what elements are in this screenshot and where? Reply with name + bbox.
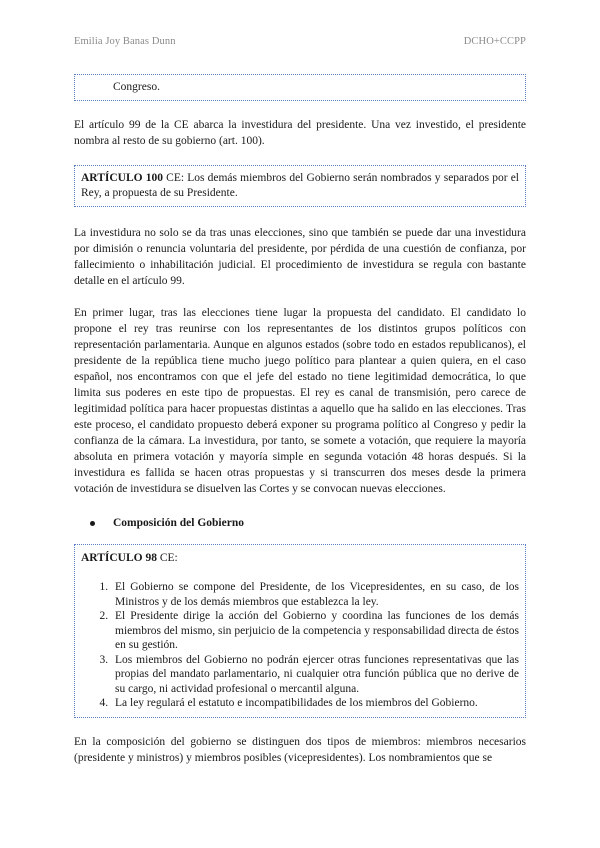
article-100-text: CE: Los demás miembros del Gobierno serán nombrados y separados por el Rey, a propuesta de su Presidente.: [81, 172, 520, 199]
header-subject: DCHO+CCPP: [463, 36, 526, 47]
bullet-icon: [90, 521, 95, 526]
paragraph-composition: En la composición del gobierno se distinguen dos tipos de miembros: miembros necesarios (presidente y ministros) y miembros posibles (vicepresidentes). Los nombramientos que se: [74, 735, 526, 764]
header-author: Emilia Joy Banas Dunn: [74, 36, 176, 47]
article-98-label: ARTÍCULO 98: [81, 552, 157, 564]
paragraph-investidura-intro: El artículo 99 de la CE abarca la investidura del presidente. Una vez investido, el presidente nombra al resto de su gobierno (art. 100).: [74, 119, 526, 147]
paragraph-investidura-procedure: En primer lugar, tras las elecciones tiene lugar la propuesta del candidato. El candidato lo propone el rey tras reunirse con los representantes de los distintos grupos políticos con representación parlamentaria. Aunque en algunos estados (sobre todo en estados republicanos), el presidente de la república tiene mucho juego político para plantear a quien quiera, en el caso español, nos encontramos con que el jefe del estado no tiene legitimidad democrática, lo que limita sus poderes en este tipo de propuestas. El rey es canal de transmisión, pero carece de legitimidad política para hacer propuestas distintas a aquello que ha salido en las elecciones. Tras este proceso, el candidato propuesto deberá exponer su programa político al Congreso y pedir la confianza de la cámara. La investidura, por tanto, se somete a votación, que requiere la mayoría absoluta en primera votación y mayoría simple en segunda votación 48 horas después. Si la investidura es fallida se hacen otras propuestas y si transcurren dos meses desde la primera votación de investidura se disuelven las Cortes y se convocan nuevas elecciones.: [74, 307, 526, 495]
list-item: 3. Los miembros del Gobierno no podrán ejercer otras funciones representativas que las propias del mandato parlamentario, ni cualquier otra función pública que no derive de su cargo, ni actividad profesional o mercantil alguna.: [111, 653, 519, 697]
list-item: 4. La ley regulará el estatuto e incompatibilidades de los miembros del Gobierno.: [111, 696, 519, 711]
article-100-label: ARTÍCULO 100: [81, 172, 163, 184]
article-98-suffix: CE:: [156, 552, 178, 564]
article-98-box: [74, 544, 526, 718]
article-98-list: [81, 580, 519, 711]
article-98-title: [81, 551, 519, 566]
page-header: [74, 36, 526, 47]
section-heading-text: Composición del Gobierno: [113, 517, 244, 529]
article-100-box: [74, 165, 526, 207]
page-content: [74, 74, 526, 766]
section-heading: [74, 515, 526, 531]
list-item: 2. El Presidente dirige la acción del Gobierno y coordina las funciones de los demás miembros del mismo, sin perjuicio de la competencia y responsabilidad directa de éstos en su gestión.: [111, 609, 519, 653]
paragraph-investidura-causes: La investidura no solo se da tras unas elecciones, sino que también se puede dar una investidura por dimisión o renuncia voluntaria del presidente, por pérdida de una cuestión de confianza, por fallecimiento o inhabilitación judicial. El procedimiento de investidura se regula con bastante detalle en el artículo 99.: [74, 227, 526, 287]
quote-box-continued: [74, 74, 526, 101]
list-item: 1. El Gobierno se compone del Presidente, de los Vicepresidentes, en su caso, de los Ministros y de los demás miembros que establezca la ley.: [111, 580, 519, 609]
quote-box-text: Congreso.: [113, 81, 160, 93]
